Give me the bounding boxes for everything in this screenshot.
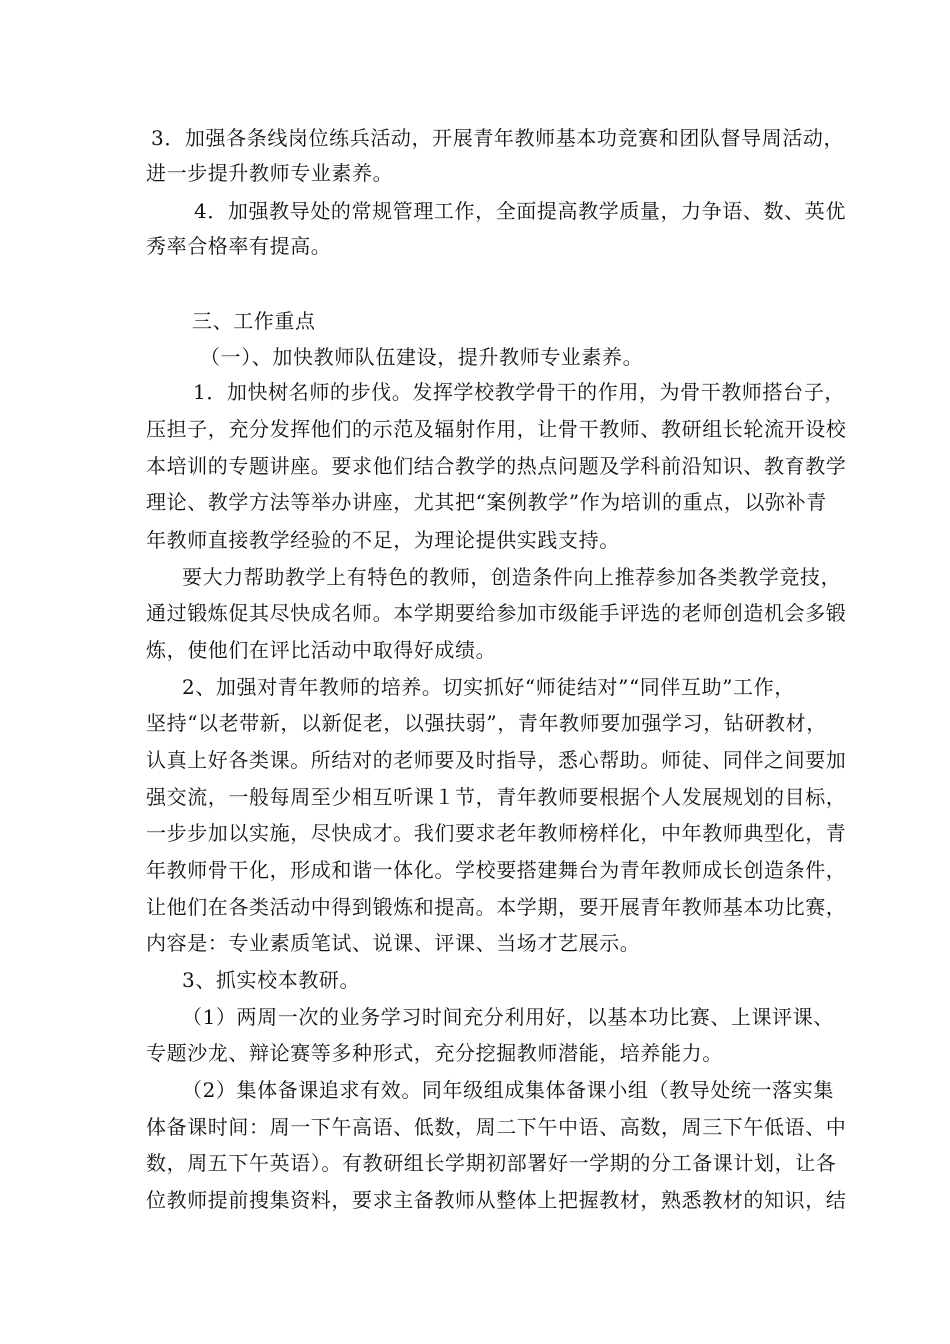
text-line: 强交流，一般每周至少相互听课１节，青年教师要根据个人发展规划的目标， xyxy=(146,785,847,809)
text-line: 让他们在各类活动中得到锻炼和提高。本学期，要开展青年教师基本功比赛， xyxy=(146,895,847,919)
text-line: 3、抓实校本教研。 xyxy=(182,968,361,992)
text-line: 体备课时间：周一下午高语、低数，周二下午中语、高数，周三下午低语、中 xyxy=(146,1115,847,1139)
subsection-heading: （一）、加快教师队伍建设，提升教师专业素养。 xyxy=(200,345,644,369)
text-line: 位教师提前搜集资料，要求主备教师从整体上把握教材，熟悉教材的知识，结 xyxy=(146,1188,847,1212)
text-line: 通过锻炼促其尽快成名师。本学期要给参加市级能手评选的老师创造机会多锻 xyxy=(146,601,847,625)
text-line: 炼，使他们在评比活动中取得好成绩。 xyxy=(146,638,497,662)
text-line: 压担子，充分发挥他们的示范及辐射作用，让骨干教师、教研组长轮流开设校 xyxy=(146,417,847,441)
text-line: 认真上好各类课。所结对的老师要及时指导，悉心帮助。师徒、同伴之间要加 xyxy=(146,748,847,772)
text-line: 2、加强对青年教师的培养。切实抓好“师徒结对”“同伴互助”工作， xyxy=(182,675,795,699)
text-line: 理论、教学方法等举办讲座，尤其把“案例教学”作为培训的重点，以弥补青 xyxy=(146,490,827,514)
text-line: 专题沙龙、辩论赛等多种形式，充分挖掘教师潜能，培养能力。 xyxy=(146,1041,723,1065)
text-line: 数，周五下午英语）。有教研组长学期初部署好一学期的分工备课计划，让各 xyxy=(146,1151,837,1175)
text-line: 内容是：专业素质笔试、说课、评课、当场才艺展示。 xyxy=(146,931,641,955)
text-line: 一步步加以实施，尽快成才。我们要求老年教师榜样化，中年教师典型化，青 xyxy=(146,821,847,845)
text-line: （1）两周一次的业务学习时间充分利用好，以基本功比赛、上课评课、 xyxy=(182,1005,834,1029)
text-line: 秀率合格率有提高。 xyxy=(146,234,332,258)
text-line: 进一步提升教师专业素养。 xyxy=(146,161,394,185)
text-line: 要大力帮助教学上有特色的教师，创造条件向上推荐参加各类教学竞技， xyxy=(182,565,842,589)
text-line: 坚持“以老带新，以新促老，以强扶弱”，青年教师要加强学习，钻研教材， xyxy=(146,711,827,735)
text-line: 4．加强教导处的常规管理工作，全面提高教学质量，力争语、数、英优 xyxy=(194,199,846,223)
text-line: 1．加快树名师的步伐。发挥学校教学骨干的作用，为骨干教师搭台子， xyxy=(193,380,845,404)
text-line: 3．加强各条线岗位练兵活动，开展青年教师基本功竞赛和团队督导周活动， xyxy=(151,126,845,150)
text-line: 年教师直接教学经验的不足，为理论提供实践支持。 xyxy=(146,528,620,552)
text-line: 年教师骨干化，形成和谐一体化。学校要搭建舞台为青年教师成长创造条件， xyxy=(146,858,847,882)
section-heading: 三、工作重点 xyxy=(192,309,316,333)
text-line: 本培训的专题讲座。要求他们结合教学的热点问题及学科前沿知识、教育教学 xyxy=(146,454,847,478)
text-line: （2）集体备课追求有效。同年级组成集体备课小组（教导处统一落实集 xyxy=(182,1078,834,1102)
